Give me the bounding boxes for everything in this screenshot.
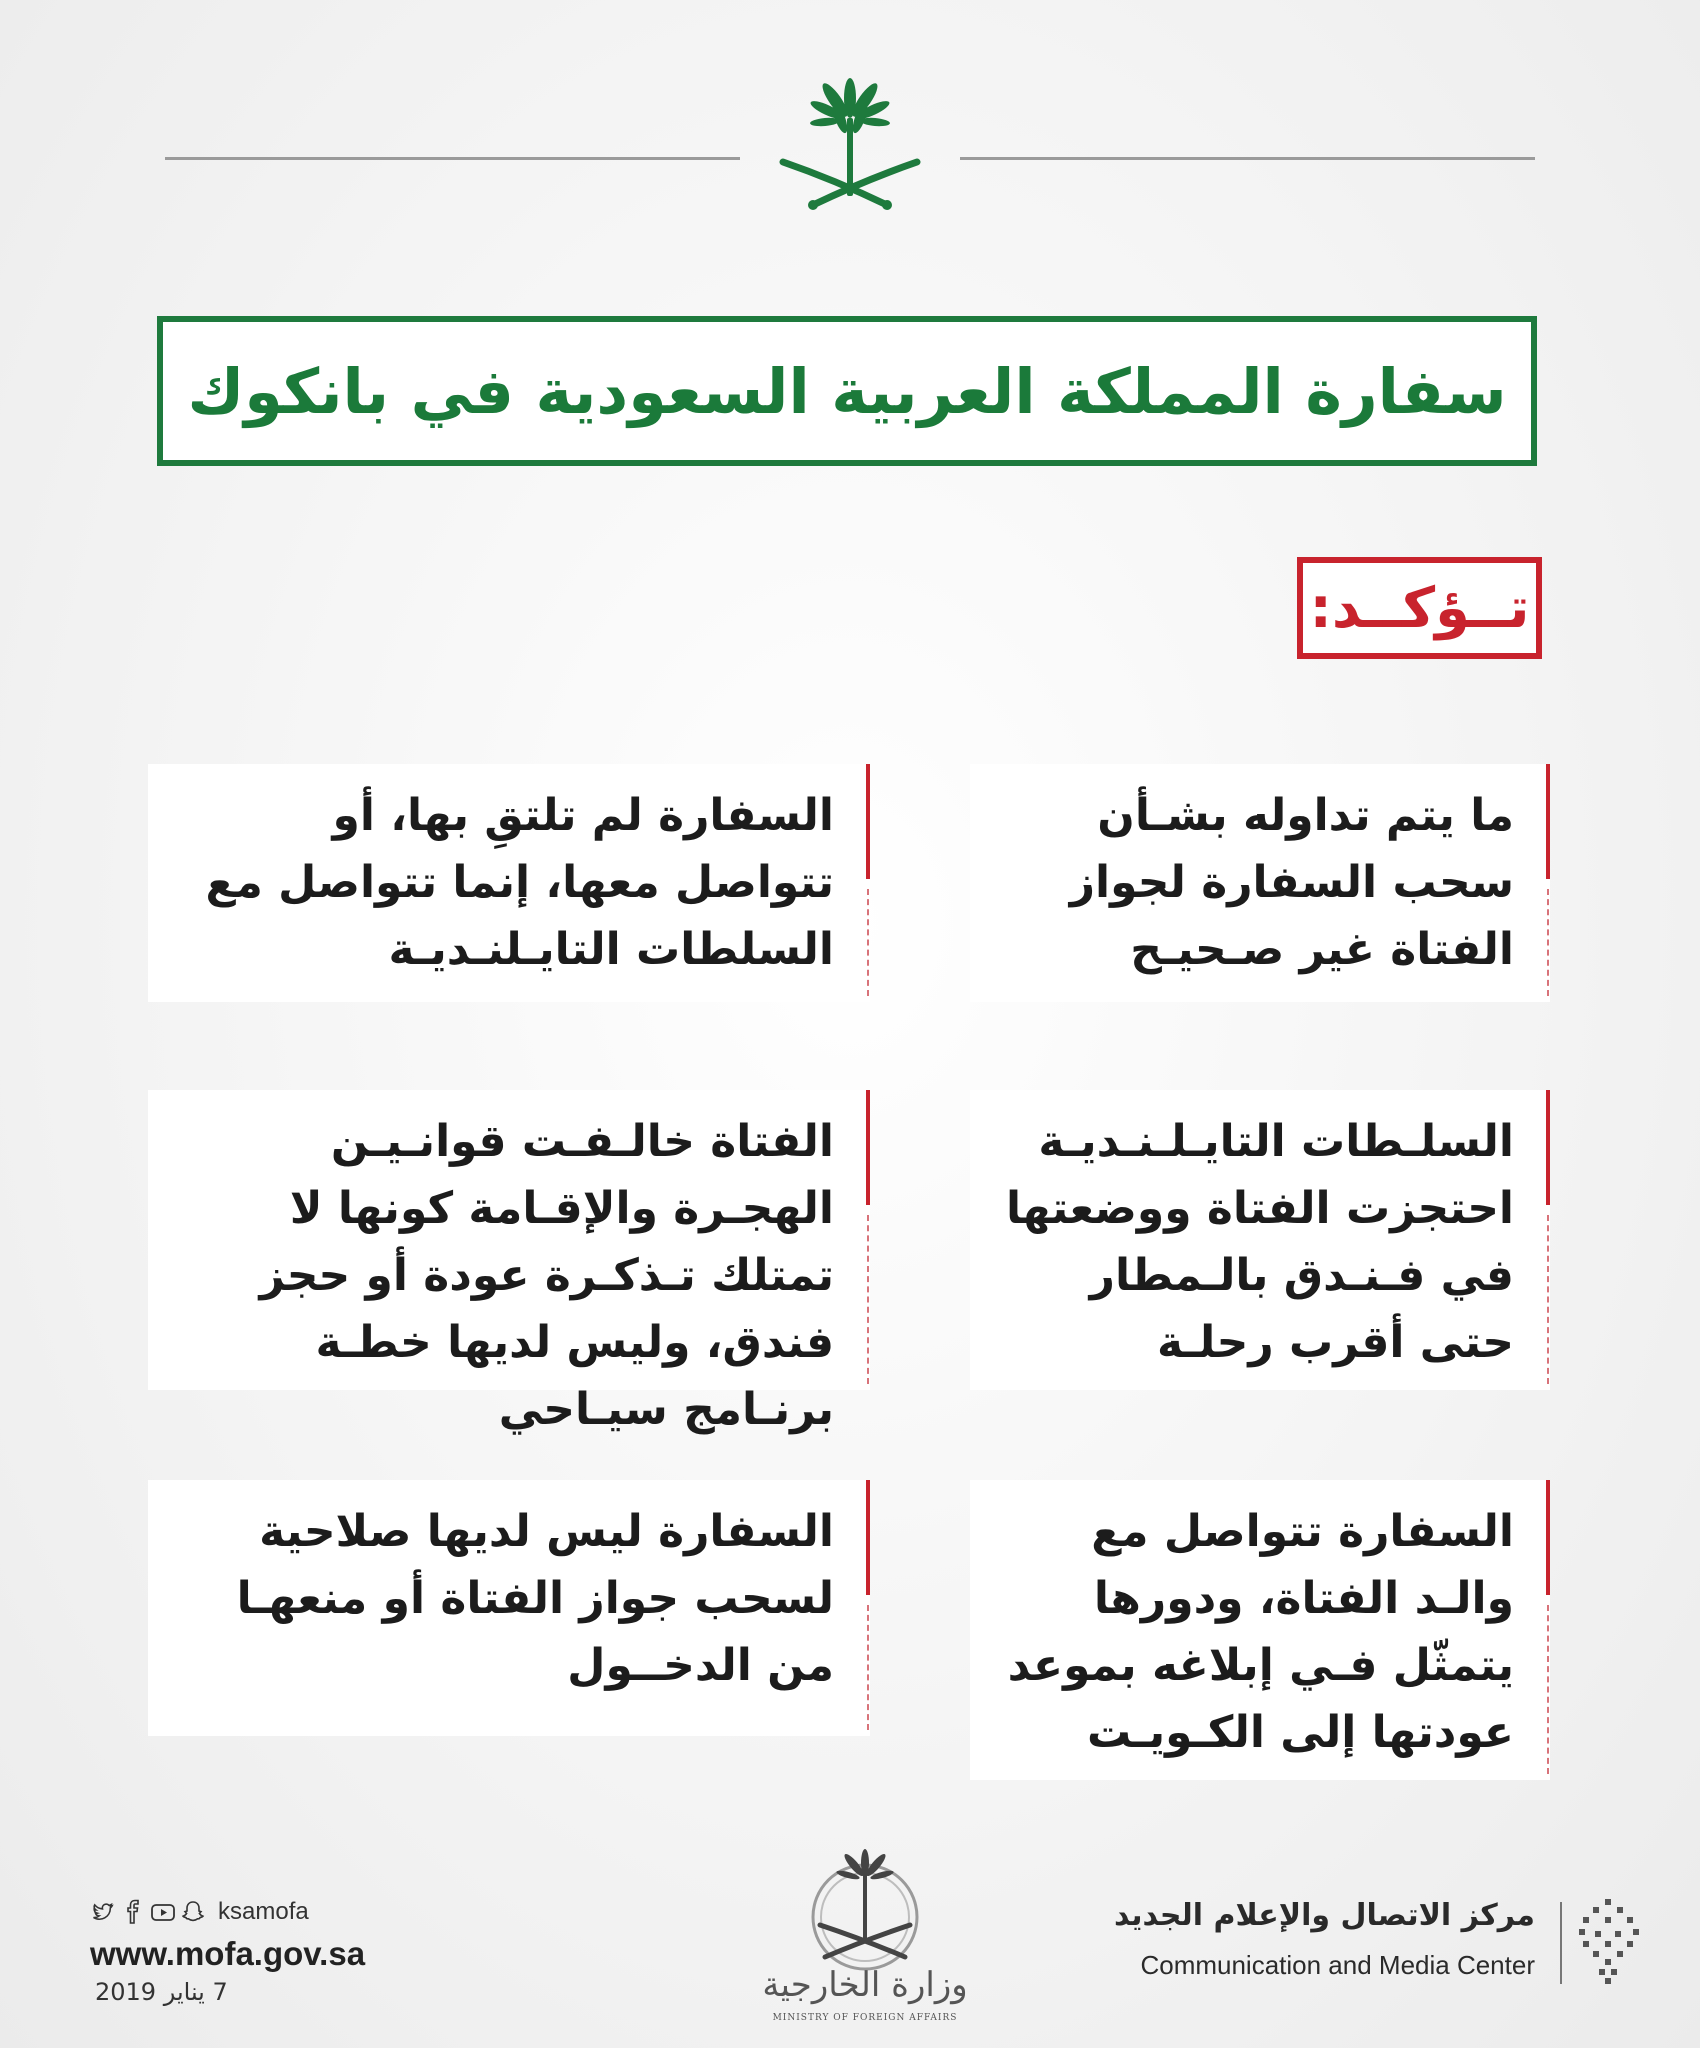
youtube-icon[interactable] [150,1899,176,1925]
top-rule-right [960,157,1535,160]
website-link[interactable]: www.mofa.gov.sa [90,1935,366,1972]
social-links [90,1898,309,1926]
card-2 [148,764,870,1002]
affirms-label: تــؤكــد: [1309,575,1530,641]
card-4 [148,1090,870,1435]
card-3 [970,1090,1550,1390]
top-rule-left [165,157,740,160]
ministry-name-en: MINISTRY OF FOREIGN AFFAIRS [772,2013,958,2023]
card-5-text: السفارة تتواصل مع والـد الفتاة، ودورها يتمثّل فـي إبلاغه بموعد عودتها إلى الكـويـت [1007,1506,1514,1758]
media-center-logo-icon [1575,1895,1645,1985]
media-center-name-ar: مركز الاتصال والإعلام الجديد [1113,1898,1535,1933]
affirms-box [1297,557,1542,659]
social-handle: ksamofa [218,1898,309,1925]
facebook-icon[interactable] [120,1899,146,1925]
card-5 [970,1480,1550,1780]
footer-divider [1560,1902,1562,1984]
title-box [157,316,1537,466]
card-6 [148,1480,870,1736]
publish-date: 7 يناير 2019 [95,1978,228,2006]
ministry-name-ar: وزارة الخارجية [762,1965,968,2005]
card-1-text: ما يتم تداوله بشـأن سحب السفارة لجواز الفتاة غير صـحيـح [1069,790,1514,975]
card-3-text: السلـطات التايـلـنـديـة احتجزت الفتاة ووضعتها في فـنـدق بالـمطار حتى أقرب رحلـة [1006,1116,1514,1368]
palm-swords-emblem-icon [775,70,925,210]
twitter-icon[interactable] [90,1899,116,1925]
card-1 [970,764,1550,1002]
card-6-text: السفارة ليس لديها صلاحية لسحب جواز الفتاة أو منعهـا من الدخــول [236,1506,834,1691]
card-2-text: السفارة لم تلتقِ بها، أو تتواصل معها، إنما تتواصل مع السلطات التايـلنـديـة [205,790,834,975]
ministry-seal-icon [780,1845,950,1980]
card-4-text: الفتاة خالـفـت قوانـيـن الهجـرة والإقـامة كونها لا تمتلك تـذكـرة عودة أو حجز فندق، وليس لديها خطـة برنـامج سيـاحي [259,1116,834,1435]
snapchat-icon[interactable] [180,1899,206,1925]
media-center-name-en: Communication and Media Center [1140,1950,1535,1980]
page-title: سفارة المملكة العربية السعودية في بانكوك [187,354,1507,428]
